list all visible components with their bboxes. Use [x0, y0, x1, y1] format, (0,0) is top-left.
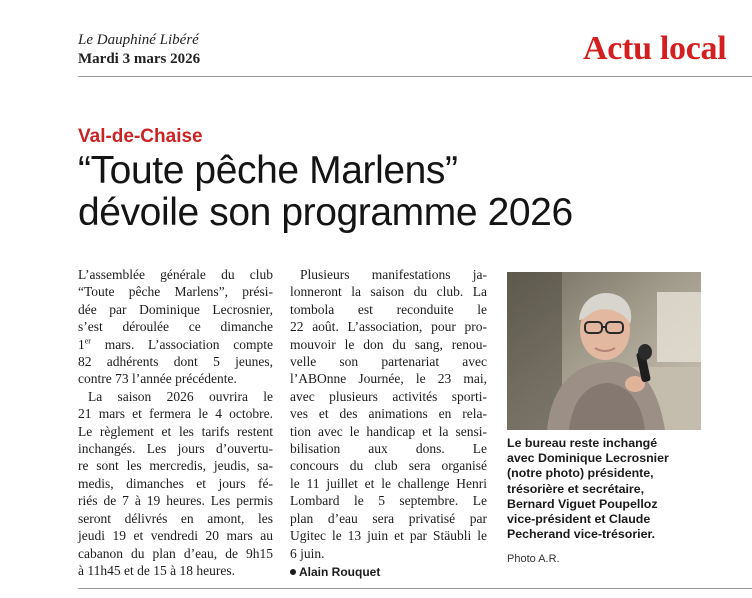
text-line: 22 août. L’association, pour pro- — [290, 319, 487, 335]
title-line: “Toute pêche Marlens” — [78, 149, 458, 192]
text-line: dée par Dominique Lecrosnier, — [78, 301, 273, 317]
article-column-1 — [78, 266, 273, 579]
text-line: Ugitec le 13 juin et par Stäubli le — [290, 528, 487, 544]
text-line: s’est déroulée ce dimanche — [78, 319, 273, 335]
text-line: cabanon du plan d’eau, de 9h15 — [78, 545, 273, 561]
newspaper-name: Le Dauphiné Libéré — [78, 32, 199, 48]
text-line: le 11 juillet et le challenge Henri — [290, 475, 487, 491]
author-name: Alain Rouquet — [299, 564, 381, 579]
caption-line: Le bureau reste inchangé — [507, 436, 658, 450]
text-line: 6 juin. — [290, 545, 325, 561]
photo-caption — [507, 436, 707, 542]
text-line: plan d’eau sera privatisé par — [290, 510, 487, 526]
text-line: mouvoir le don du sang, renou- — [290, 336, 487, 352]
text-line: tombola est reconduite le — [290, 301, 487, 317]
text-line: avec plusieurs activités sporti- — [290, 388, 487, 404]
article-photo — [507, 272, 701, 430]
text-line: La saison 2026 ouvrira le — [88, 388, 273, 404]
header-divider — [78, 76, 752, 77]
page-header — [0, 0, 752, 80]
text-line: Lombard le 5 septembre. Le — [290, 493, 487, 509]
date-number: 1 — [78, 336, 85, 352]
text-line: contre 73 l’année précédente. — [78, 371, 237, 387]
text-line: à 11h45 et de 15 à 18 heures. — [78, 562, 235, 578]
text-line — [78, 336, 273, 353]
text-line: Le règlement et les tarifs restent — [78, 423, 273, 439]
text-line: concours du club sera organisé — [290, 458, 487, 474]
publication-date: Mardi 3 mars 2026 — [78, 51, 201, 67]
text-line: tion avec le handicap et la sensi- — [290, 423, 487, 439]
caption-line: (notre photo) présidente, — [507, 466, 654, 481]
text-line: seront délivrés en amont, les — [78, 510, 273, 526]
text-line: L’assemblée générale du club — [78, 267, 273, 282]
text-line: jeudi 19 et vendredi 20 mars au — [78, 528, 273, 544]
text-line: riés de 7 à 19 heures. Les permis — [78, 493, 273, 509]
text-line: re sont les mercredis, jeudis, sa- — [78, 458, 273, 474]
article-title — [78, 150, 718, 234]
photo-illustration — [507, 272, 701, 430]
footer-divider — [78, 588, 752, 589]
article-column-2 — [290, 266, 487, 581]
bullet-icon — [290, 569, 296, 575]
text-line: l’ABOnne Journée, le 23 mai, — [290, 371, 487, 387]
caption-line: vice-président et Claude — [507, 512, 651, 527]
text-line: Plusieurs manifestations ja- — [300, 267, 487, 282]
text-line: inchangés. Les jours d’ouvertu- — [78, 441, 273, 457]
text-fragment: mars. L’association compte — [90, 336, 273, 352]
photo-credit: Photo A.R. — [507, 553, 560, 565]
ordinal-suffix: er — [84, 336, 91, 346]
title-line: dévoile son programme 2026 — [78, 191, 573, 234]
text-line: ves et des animations en rela- — [290, 406, 487, 422]
section-title: Actu local — [583, 30, 727, 67]
text-line: bilisation aux dons. Le — [290, 441, 487, 457]
text-line: “Toute pêche Marlens”, prési- — [78, 284, 273, 300]
article-kicker: Val-de-Chaise — [78, 126, 203, 147]
text-line: 82 adhérents dont 5 jeunes, — [78, 354, 273, 370]
caption-line: Pecherand vice-trésorier. — [507, 527, 656, 542]
caption-line: avec Dominique Lecrosnier — [507, 451, 669, 466]
text-line: medis, dimanches et jours fé- — [78, 475, 273, 491]
caption-line: trésorière et secrétaire, — [507, 481, 645, 496]
caption-line: Bernard Viguet Poupelloz — [507, 496, 658, 511]
text-line: velle son partenariat avec — [290, 354, 487, 370]
text-line: 21 mars et fermera le 4 octobre. — [78, 406, 273, 422]
text-line: lonneront la saison du club. La — [290, 284, 487, 300]
article-author — [290, 564, 487, 581]
